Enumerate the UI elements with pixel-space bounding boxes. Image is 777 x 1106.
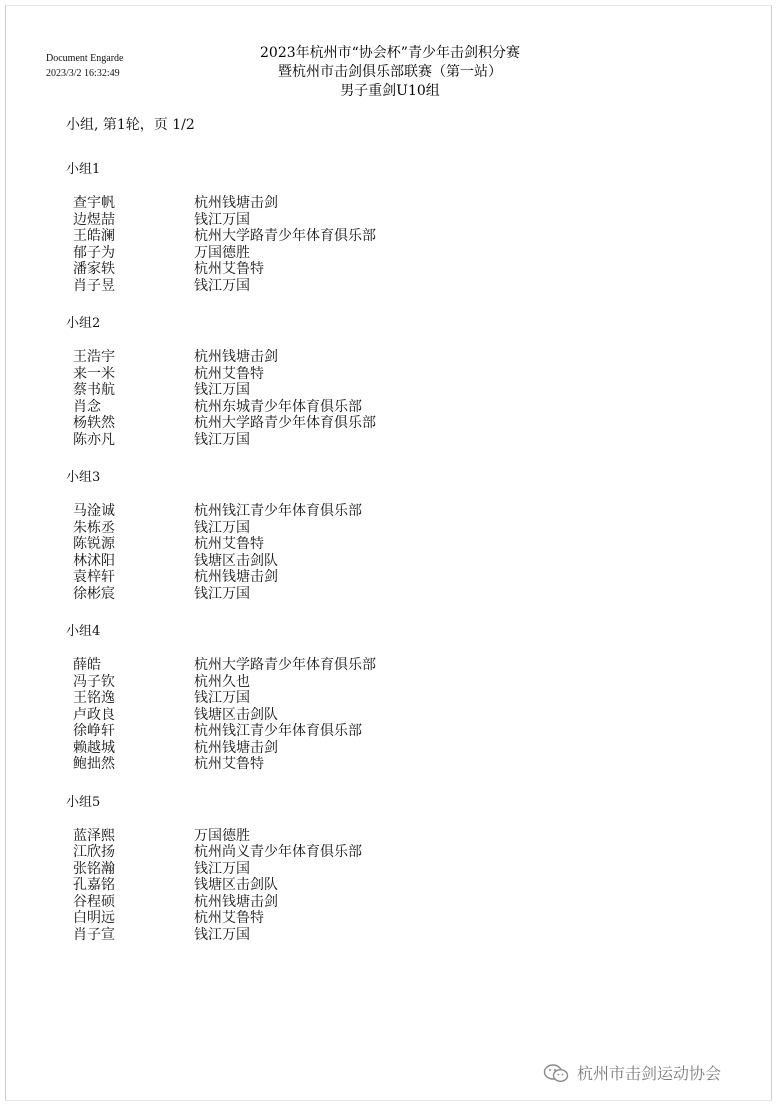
pool-group-title: 小组5	[66, 794, 101, 810]
title-line-2: 暨杭州市击剑俱乐部联赛（第一站）	[278, 64, 502, 80]
fencer-row	[66, 674, 666, 691]
fencer-name: 孔嘉铭	[73, 877, 115, 893]
fencer-name: 肖子昱	[73, 277, 115, 294]
pool-group	[66, 160, 666, 294]
fencer-club: 杭州大学路青少年体育俱乐部	[194, 415, 376, 431]
fencer-name: 陈亦凡	[73, 431, 115, 448]
fencer-name: 徐彬宸	[73, 585, 115, 602]
fencer-row	[66, 399, 666, 416]
fencer-club: 杭州钱塘击剑	[194, 569, 278, 585]
fencer-name: 张铭瀚	[73, 860, 115, 877]
fencer-name: 谷程硕	[73, 893, 115, 910]
fencer-name: 蔡书航	[73, 382, 115, 398]
fencer-club: 钱江万国	[194, 585, 250, 602]
fencer-row	[66, 657, 666, 674]
fencer-club: 钱塘区击剑队	[194, 552, 278, 569]
fencer-row	[66, 910, 666, 927]
fencer-club: 万国德胜	[194, 827, 250, 844]
fencer-row	[66, 586, 666, 603]
pool-list	[66, 160, 666, 963]
fencer-club: 杭州久也	[194, 673, 250, 690]
fencer-club: 杭州艾鲁特	[194, 365, 264, 382]
fencer-club: 杭州艾鲁特	[194, 536, 264, 552]
pool-group	[66, 314, 666, 448]
fencer-name: 边煜喆	[73, 211, 115, 228]
pool-group-title: 小组3	[66, 470, 101, 485]
fencer-club: 杭州钱塘击剑	[194, 739, 278, 756]
fencer-row	[66, 927, 666, 944]
fencer-row	[66, 432, 666, 449]
fencer-name: 王铭逸	[73, 690, 115, 706]
fencer-row	[66, 245, 666, 262]
fencer-row	[66, 877, 666, 894]
title-line-3: 男子重剑U10组	[340, 83, 440, 99]
fencer-name: 朱栋丞	[73, 519, 115, 536]
fencer-name: 徐峥轩	[73, 723, 115, 739]
document-meta	[46, 51, 123, 81]
fencer-club: 杭州艾鲁特	[194, 756, 264, 772]
fencer-club: 钱塘区击剑队	[194, 877, 278, 893]
fencer-name: 来一米	[73, 365, 115, 382]
pool-group-title: 小组4	[66, 624, 101, 639]
fencer-name: 查宇帆	[73, 195, 115, 211]
fencer-name: 潘家轶	[73, 261, 115, 277]
fencer-club: 钱江万国	[194, 690, 250, 706]
fencer-club: 杭州钱塘击剑	[194, 349, 278, 365]
fencer-row	[66, 553, 666, 570]
fencer-name: 肖子宣	[73, 926, 115, 943]
fencer-name: 卢政良	[73, 706, 115, 723]
fencer-row	[66, 740, 666, 757]
competition-title	[160, 44, 620, 101]
fencer-row	[66, 861, 666, 878]
fencer-club: 万国德胜	[194, 244, 250, 261]
fencer-name: 王浩宇	[73, 349, 115, 365]
fencer-name: 鲍拙然	[73, 756, 115, 772]
fencer-row	[66, 349, 666, 366]
fencer-row	[66, 415, 666, 432]
fencer-name: 蓝泽熙	[73, 827, 115, 844]
fencer-row	[66, 382, 666, 399]
fencer-name: 江欣扬	[73, 844, 115, 860]
fencer-name: 郁子为	[73, 244, 115, 261]
fencer-club: 杭州钱江青少年体育俱乐部	[194, 503, 362, 519]
fencer-row	[66, 844, 666, 861]
watermark-text: 杭州市击剑运动协会	[577, 1064, 722, 1083]
pool-group	[66, 793, 666, 944]
print-timestamp: 2023/3/2 16:32:49	[46, 68, 120, 79]
fencer-name: 冯子钦	[73, 673, 115, 690]
fencer-row	[66, 503, 666, 520]
fencer-club: 钱塘区击剑队	[194, 706, 278, 723]
software-name: Document Engarde	[46, 53, 124, 64]
pool-group	[66, 622, 666, 773]
fencer-club: 杭州尚义青少年体育俱乐部	[194, 844, 362, 860]
fencer-row	[66, 569, 666, 586]
fencer-club: 钱江万国	[194, 211, 250, 228]
fencer-name: 薛皓	[73, 657, 101, 673]
pool-group	[66, 468, 666, 602]
fencer-name: 王皓澜	[73, 228, 115, 244]
fencer-row	[66, 828, 666, 845]
fencer-row	[66, 278, 666, 295]
fencer-row	[66, 894, 666, 911]
fencer-name: 赖越城	[73, 739, 115, 756]
fencer-club: 钱江万国	[194, 431, 250, 448]
pool-group-title: 小组2	[66, 316, 101, 331]
fencer-club: 杭州大学路青少年体育俱乐部	[194, 657, 376, 673]
fencer-row	[66, 756, 666, 773]
wechat-icon	[543, 1063, 569, 1083]
fencer-club: 杭州钱江青少年体育俱乐部	[194, 723, 362, 739]
fencer-club: 钱江万国	[194, 277, 250, 294]
fencer-name: 肖念	[73, 398, 101, 415]
fencer-row	[66, 366, 666, 383]
fencer-name: 杨轶然	[73, 415, 115, 431]
fencer-club: 钱江万国	[194, 382, 250, 398]
fencer-club: 杭州艾鲁特	[194, 261, 264, 277]
fencer-row	[66, 261, 666, 278]
fencer-club: 杭州大学路青少年体育俱乐部	[194, 228, 376, 244]
fencer-name: 林沭阳	[73, 552, 115, 569]
fencer-row	[66, 723, 666, 740]
fencer-club: 杭州钱塘击剑	[194, 195, 278, 211]
fencer-club: 钱江万国	[194, 860, 250, 877]
fencer-row	[66, 536, 666, 553]
watermark	[543, 1061, 721, 1084]
fencer-row	[66, 690, 666, 707]
fencer-club: 杭州艾鲁特	[194, 910, 264, 926]
fencer-name: 白明远	[73, 910, 115, 926]
fencer-row	[66, 228, 666, 245]
fencer-name: 袁梓轩	[73, 569, 115, 585]
fencer-name: 陈锐源	[73, 536, 115, 552]
fencer-club: 杭州东城青少年体育俱乐部	[194, 398, 362, 415]
fencer-row	[66, 707, 666, 724]
fencer-club: 钱江万国	[194, 519, 250, 536]
fencer-row	[66, 195, 666, 212]
fencer-row	[66, 520, 666, 537]
fencer-club: 钱江万国	[194, 926, 250, 943]
title-line-1: 2023年杭州市“协会杯”青少年击剑积分赛	[260, 45, 520, 61]
fencer-row	[66, 212, 666, 229]
page-info: 小组, 第1轮，页 1/2	[66, 117, 195, 133]
fencer-club: 杭州钱塘击剑	[194, 893, 278, 910]
fencer-name: 马淦诚	[73, 503, 115, 519]
pool-group-title: 小组1	[66, 162, 101, 177]
